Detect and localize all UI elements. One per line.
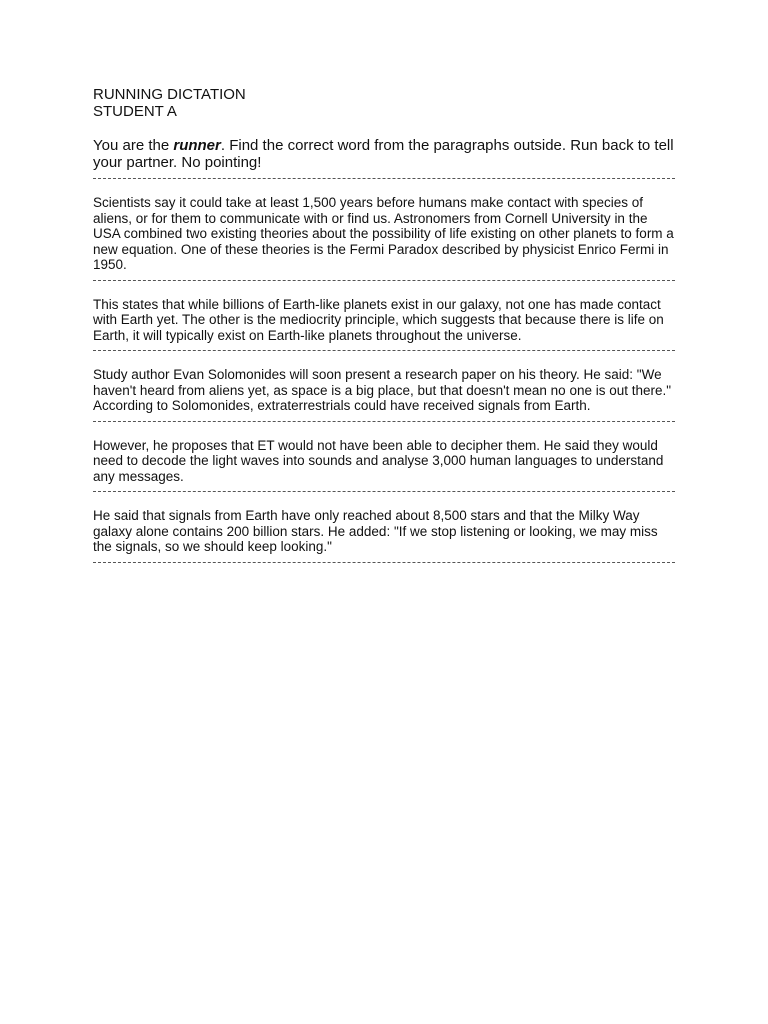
worksheet-subtitle: STUDENT A (93, 103, 177, 120)
instructions-emphasis: runner (173, 137, 221, 154)
instructions (93, 137, 675, 171)
divider (93, 178, 675, 179)
paragraph-4: However, he proposes that ET would not have been able to decipher them. He said they would need to decode the light waves into sounds and analyse 3,000 human languages to understand any messages. (93, 437, 664, 484)
instructions-prefix: You are the (93, 137, 174, 154)
instructions-suffix: . Find the correct word from the paragraphs outside. Run back to tell your partner. No pointing! (93, 137, 674, 171)
paragraph-2: This states that while billions of Earth-like planets exist in our galaxy, not one has made contact with Earth yet. The other is the mediocrity principle, which suggests that because there is life on Earth, it will typically exist on Earth-like planets throughout the universe. (93, 296, 664, 343)
divider (93, 421, 675, 422)
divider (93, 350, 675, 351)
paragraph-1: Scientists say it could take at least 1,500 years before humans make contact with species of aliens, or for them to communicate with or find us. Astronomers from Cornell University in the USA combined two existing theories about the possibility of life existing on other planets to form a new equation. One of these theories is the Fermi Paradox described by physicist Enrico Fermi in 1950. (93, 195, 674, 272)
divider (93, 491, 675, 492)
divider (93, 280, 675, 281)
worksheet-title: RUNNING DICTATION (93, 86, 246, 103)
divider (93, 562, 675, 563)
paragraph-5: He said that signals from Earth have only reached about 8,500 stars and that the Milky Way galaxy alone contains 200 billion stars. He added: "If we stop listening or looking, we may miss the signals, so we should keep looking." (93, 508, 658, 554)
paragraph-3: Study author Evan Solomonides will soon present a research paper on his theory. He said: "We haven't heard from aliens yet, as space is a big place, but that doesn't mean no one is out there." According to Solomonides, extraterrestrials could have received signals from Earth. (93, 367, 672, 413)
worksheet-page (93, 86, 675, 563)
